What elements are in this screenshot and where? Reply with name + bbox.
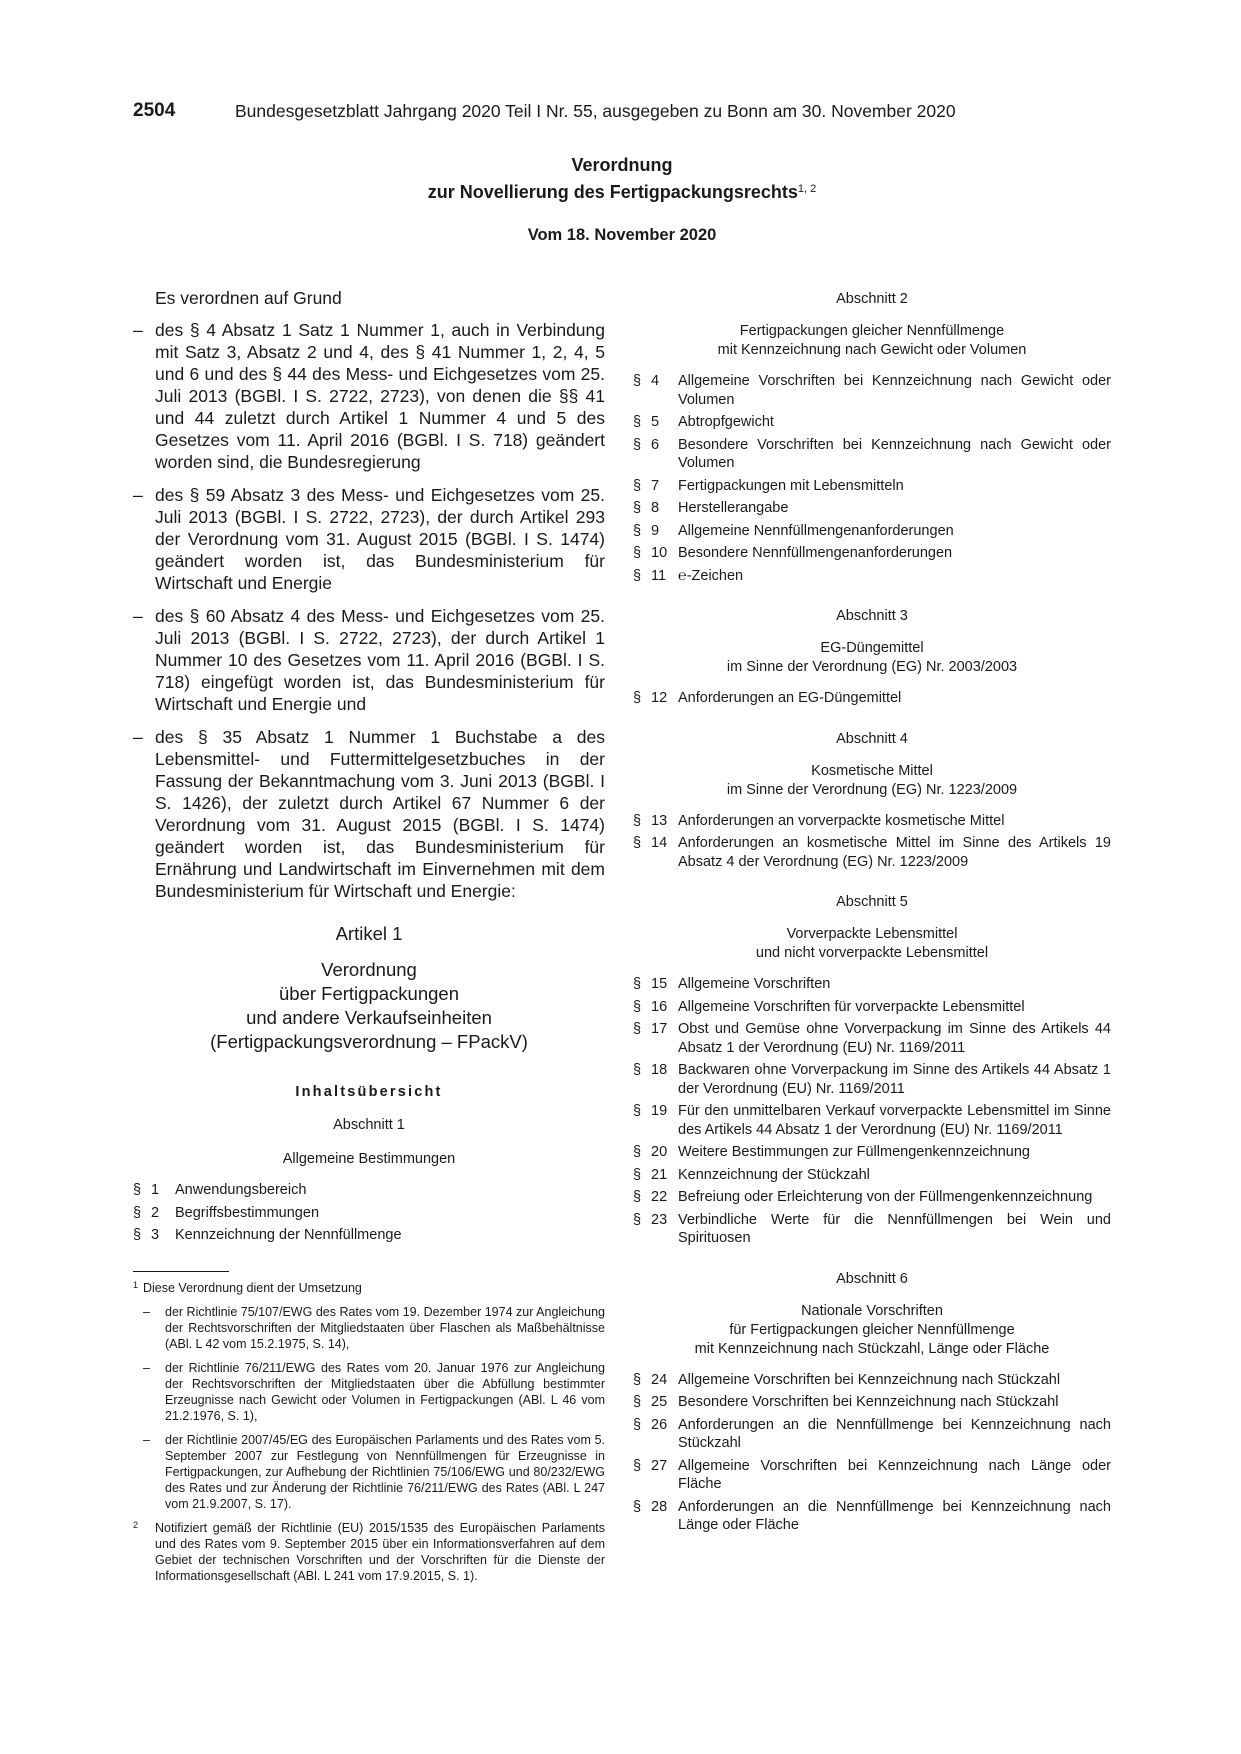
preamble-clause: – des § 4 Absatz 1 Satz 1 Nummer 1, auch in Verbindung mit Satz 3, Absatz 2 und 4, des § 41 Nummer 1, 2, 4, 5 und 6 und des § 44 des Mess- und Eichgesetzes vom 25. Juli 2013 (BGBl. I S. 2722, 2723), von denen die §§ 41 und 44 zuletzt durch Artikel 1 Nummer 4 und 5 des Gesetzes vom 11. April 2016 (BGBl. I S. 718) geändert worden sind, die Bundesregierung: [133, 320, 605, 472]
section-label: Abschnitt 4: [836, 730, 908, 747]
toc-entry: § 25 Besondere Vorschriften bei Kennzeichnung nach Stückzahl: [633, 1394, 1059, 1410]
footnote-divider: [133, 1271, 229, 1272]
toc-entry: § 13 Anforderungen an vorverpackte kosmetische Mittel: [633, 812, 1005, 829]
header-title: Bundesgesetzblatt Jahrgang 2020 Teil I Nr. 55, ausgegeben zu Bonn am 30. November 2020: [235, 101, 956, 121]
page-number: 2504: [133, 100, 176, 121]
toc-entry: § 12 Anforderungen an EG-Düngemittel: [633, 690, 902, 706]
footnote-1: 1 Diese Verordnung dient der Umsetzung: [133, 1279, 362, 1295]
section-title: EG-Düngemittel im Sinne der Verordnung (EG) Nr. 2003/2003: [726, 640, 1018, 675]
preamble-clause: – des § 59 Absatz 3 des Mess- und Eichgesetzes vom 25. Juli 2013 (BGBl. I S. 2722, 2723), der durch Artikel 293 der Verordnung vom 31. August 2015 (BGBl. I S. 1474) geändert worden ist, das Bundesministerium für Wirtschaft und Energie: [133, 485, 605, 593]
toc-entry: § 24 Allgemeine Vorschriften bei Kennzeichnung nach Stückzahl: [633, 1371, 1061, 1388]
section-title: Fertigpackungen gleicher Nennfüllmenge mit Kennzeichnung nach Gewicht oder Volumen: [717, 323, 1027, 358]
toc-entry: § 19 Für den unmittelbaren Verkauf vorverpackte Lebensmittel im Sinne des Artikels 44 Absatz 1 der Verordnung (EU) Nr. 1169/2011: [633, 1103, 1111, 1138]
document-title-block: [133, 153, 1111, 245]
toc-entry: § 8 Herstellerangabe: [633, 500, 789, 516]
toc-list: [633, 372, 1111, 585]
toc-heading: Inhaltsübersicht: [295, 1084, 443, 1100]
section-title: Nationale Vorschriften für Fertigpackungen gleicher Nennfüllmenge mit Kennzeichnung nach Stückzahl, Länge oder Fläche: [694, 1302, 1050, 1357]
document-title: Verordnung: [571, 155, 673, 175]
toc-list: [633, 975, 1111, 1248]
preamble-clause: – des § 60 Absatz 4 des Mess- und Eichgesetzes vom 25. Juli 2013 (BGBl. I S. 2722, 2723), der durch Artikel 1 Nummer 10 des Gesetzes vom 11. April 2016 (BGBl. I S. 718) eingefügt worden ist, das Bundesministerium für Wirtschaft und Energie und: [133, 606, 605, 714]
toc-entry: § 11 ℮-Zeichen: [633, 567, 744, 584]
toc-entry: § 26 Anforderungen an die Nennfüllmenge bei Kennzeichnung nach Stückzahl: [633, 1416, 1111, 1451]
toc-list: [633, 812, 1111, 872]
toc-entry: § 14 Anforderungen an kosmetische Mittel im Sinne des Artikels 19 Absatz 4 der Verordnung (EG) Nr. 1223/2009: [633, 835, 1111, 870]
toc-entry: § 1 Anwendungsbereich: [133, 1182, 307, 1198]
toc-entry: § 7 Fertigpackungen mit Lebensmitteln: [633, 477, 904, 494]
toc-list: [133, 1181, 605, 1245]
section-title: Allgemeine Bestimmungen: [282, 1151, 456, 1167]
section-label: Abschnitt 1: [333, 1117, 405, 1133]
toc-entry: § 28 Anforderungen an die Nennfüllmenge bei Kennzeichnung nach Länge oder Fläche: [633, 1498, 1111, 1533]
right-column: [633, 290, 1111, 1539]
article-title: Verordnung über Fertigpackungen und andere Verkaufseinheiten (Fertigpackungsverordnung – FPackV): [210, 959, 528, 1052]
toc-entry: § 15 Allgemeine Vorschriften: [633, 976, 831, 992]
section-label: Abschnitt 6: [836, 1270, 908, 1287]
footnote-refs: 1, 2: [797, 183, 817, 195]
toc-entry: § 3 Kennzeichnung der Nennfüllmenge: [133, 1227, 402, 1243]
section-title: Kosmetische Mittel im Sinne der Verordnung (EG) Nr. 1223/2009: [726, 762, 1018, 798]
toc-entry: § 9 Allgemeine Nennfüllmengenanforderungen: [633, 522, 954, 539]
section-title: Vorverpackte Lebensmittel und nicht vorverpackte Lebensmittel: [755, 926, 989, 961]
toc-entry: § 23 Verbindliche Werte für die Nennfüllmengen bei Wein und Spirituosen: [633, 1211, 1111, 1246]
section-label: Abschnitt 5: [836, 894, 908, 910]
toc-entry: § 4 Allgemeine Vorschriften bei Kennzeichnung nach Gewicht oder Volumen: [633, 373, 1111, 408]
section-label: Abschnitt 2: [836, 291, 908, 307]
left-column: [133, 287, 605, 1584]
footnote-item: – der Richtlinie 76/211/EWG des Rates vom 20. Januar 1976 zur Angleichung der Rechtsvorschriften der Mitgliedstaaten über die Abfüllung bestimmter Erzeugnisse nach Gewicht oder Volumen in Fertigpackungen (ABl. L 46 vom 21.2.1976, S. 1),: [143, 1360, 605, 1423]
toc-entry: § 6 Besondere Vorschriften bei Kennzeichnung nach Gewicht oder Volumen: [633, 436, 1111, 471]
toc-list: [633, 1371, 1111, 1535]
toc-entry: § 17 Obst und Gemüse ohne Vorverpackung im Sinne des Artikels 44 Absatz 1 der Verordnung (EU) Nr. 1169/2011: [633, 1021, 1111, 1056]
toc-entry: § 22 Befreiung oder Erleichterung von der Füllmengenkennzeichnung: [633, 1189, 1093, 1205]
page-header: [133, 100, 1013, 130]
toc-entry: § 27 Allgemeine Vorschriften bei Kennzeichnung nach Länge oder Fläche: [633, 1457, 1111, 1492]
section-label: Abschnitt 3: [836, 608, 908, 624]
preamble-intro: Es verordnen auf Grund: [155, 288, 342, 308]
footnote-item: – der Richtlinie 2007/45/EG des Europäischen Parlaments und des Rates vom 5. September 2007 zur Festlegung von Nennfüllmengen für Erzeugnisse in Fertigpackungen, zur Aufhebung der Richtlinien 75/106/EWG und 80/232/EWG des Rates und zur Änderung der Richtlinie 76/211/EWG des Rates (ABl. L 247 vom 21.9.2007, S. 17).: [143, 1432, 605, 1511]
toc-entry: § 20 Weitere Bestimmungen zur Füllmengenkennzeichnung: [633, 1144, 1030, 1160]
toc-entry: § 2 Begriffsbestimmungen: [133, 1204, 320, 1221]
toc-entry: § 18 Backwaren ohne Vorverpackung im Sinne des Artikels 44 Absatz 1 der Verordnung (EU) Nr. 1169/2011: [633, 1062, 1111, 1097]
article-label: Artikel 1: [335, 923, 403, 944]
toc-entry: § 10 Besondere Nennfüllmengenanforderungen: [633, 545, 953, 561]
footnote-item: – der Richtlinie 75/107/EWG des Rates vom 19. Dezember 1974 zur Angleichung der Rechtsvorschriften der Mitgliedstaaten über Flaschen als Maßbehältnisse (ABl. L 42 vom 15.2.1975, S. 14),: [143, 1304, 605, 1351]
preamble-clause: – des § 35 Absatz 1 Nummer 1 Buchstabe a des Lebensmittel- und Futtermittelgesetzbuches in der Fassung der Bekanntmachung vom 3. Juni 2013 (BGBl. I S. 1426), der zuletzt durch Artikel 67 Nummer 6 der Verordnung vom 31. August 2015 (BGBl. I S. 1474) geändert worden ist, das Bundesministerium für Ernährung und Landwirtschaft im Einvernehmen mit dem Bundesministerium für Wirtschaft und Energie:: [133, 727, 605, 901]
document-subtitle: zur Novellierung des Fertigpackungsrechts$^{1, 2}$: [427, 182, 817, 202]
toc-list: [633, 689, 1111, 708]
footnote-2: 2 Notifiziert gemäß der Richtlinie (EU) 2015/1535 des Europäischen Parlaments und des Rates vom 9. September 2015 über ein Informationsverfahren auf dem Gebiet der technischen Vorschriften und der Vorschriften für die Dienste der Informationsgesellschaft (ABl. L 241 vom 17.9.2015, S. 1).: [133, 1519, 605, 1583]
toc-entry: § 16 Allgemeine Vorschriften für vorverpackte Lebensmittel: [633, 998, 1025, 1015]
toc-entry: § 5 Abtropfgewicht: [633, 414, 774, 430]
toc-entry: § 21 Kennzeichnung der Stückzahl: [633, 1166, 870, 1183]
document-date: Vom 18. November 2020: [527, 226, 717, 244]
